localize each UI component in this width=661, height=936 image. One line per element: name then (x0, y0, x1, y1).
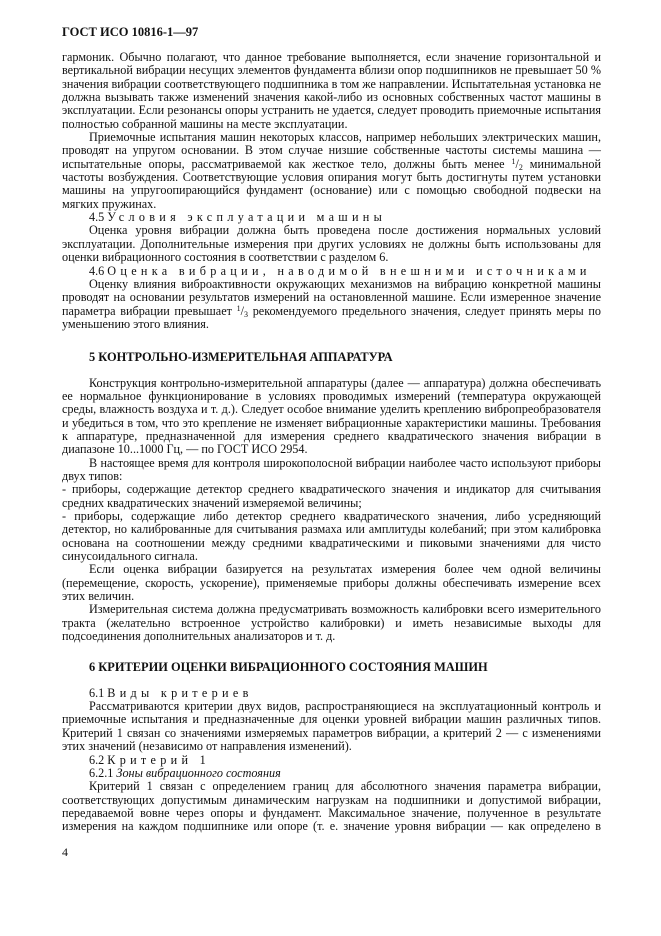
list-item: - приборы, содержащие детектор среднего квадратического значения и индикатор для считывания средних квадратических значений измеряемой величины; (62, 482, 601, 510)
fraction-denominator: 2 (518, 162, 523, 172)
page-body (62, 51, 601, 859)
paragraph: Измерительная система должна предусматривать возможность калибровки всего измерительного тракта (желательно встроенное устройство калибровки) и иметь независимые выходы для подсоединения дополнительных анализаторов и т. д. (62, 602, 601, 644)
paragraph: гармоник. Обычно полагают, что данное требование выполняется, если значение горизонтальной и вертикальной вибрации несущих элементов фундамента вблизи опор подшипников не превышает 50 % значения вибрации соответствующего подшипника в том же направлении. Испытательная установка не должна вызывать также изменений значения какой-либо из основных собственных частот машины в эксплуатации. Если резонансы опоры устранить не удается, следует проводить приемочные испытания полностью собранной машины на месте эксплуатации. (62, 50, 601, 131)
subsection-heading (62, 767, 601, 780)
subsection-title: Зоны вибрационного состояния (116, 765, 281, 780)
subsection-number: 4.5 (89, 210, 105, 225)
paragraph: Конструкция контрольно-измерительной аппаратуры (далее — аппаратура) должна обеспечивать ее нормальное функционирование в условиях проводимых измерений (температура окружающей среды, влажность воздуха и т. д.). Следует особое внимание уделить креплению вибропреобразователя и убедиться в том, что это крепление не изменяет вибрационные характеристики машины. Требования к аппаратуре, предназначенной для измерения среднего квадратического значения вибрации в диапазоне 10...1000 Гц, — по ГОСТ ИСО 2954. (62, 375, 601, 457)
list-item: - приборы, содержащие либо детектор среднего квадратического значения, либо усредняющий детектор, но калиброванные для считывания размаха или амплитуды колебаний; при этом калибровка основана на соотношении между средними квадратическими и пиковыми значениями для чисто синусоидального сигнала. (62, 509, 601, 564)
subsection-title: Оценка вибрации, наводимой внешними источниками (107, 263, 591, 278)
subsection-number: 6.2.1 (89, 765, 114, 780)
paragraph: Оценка уровня вибрации должна быть проведена после достижения нормальных условий эксплуатации. Дополнительные измерения при других условиях не должны быть использованы для оценки вибрационного состояния в соответствии с разделом 6. (62, 223, 601, 265)
page-number: 4 (62, 844, 68, 859)
subsection-number: 6.1 (89, 685, 105, 700)
subsection-heading (62, 754, 601, 767)
fraction-numerator: 1 (236, 303, 241, 313)
subsection-number: 4.6 (89, 263, 105, 278)
paragraph: Рассматриваются критерии двух видов, распространяющиеся на эксплуатационный контроль и приемочные испытания и предназначенные для оценки уровней вибрации машин различных типов. Критерий 1 связан со значениями измеряемых параметров вибрации, а критерий 2 — с изменениями этих значений (независимо от направления изменений). (62, 699, 601, 754)
section-heading: 5 КОНТРОЛЬНО-ИЗМЕРИТЕЛЬНАЯ АППАРАТУРА (89, 350, 393, 365)
document-header: ГОСТ ИСО 10816-1—97 (62, 25, 199, 39)
text: Приемочные испытания машин некоторых классов, например небольших электрических машин, проводят на упругом основании. В этом случае низшие собственные частоты системы машина — испытательные опоры, рассматриваемой как жесткое тело, должны быть менее (62, 130, 601, 171)
text: Оценку влияния виброактивности окружающих механизмов на вибрацию конкретной машины проводят на основании результатов измерений на остановленной машине. Если измеренное значение параметра вибрации превышает (62, 276, 601, 318)
subsection-heading (62, 265, 601, 278)
paragraph: В настоящее время для контроля широкополосной вибрации наиболее часто используют приборы двух типов: (62, 455, 601, 483)
text: рекомендуемого предельного значения, следует принять меры по уменьшению этого влияния. (62, 303, 601, 331)
text: минимальной частоты возбуждения. Соответствующие условия опирания могут быть достигнуты путем установки машины на упругоопирающийся фундамент (основание) или с помощью свободной подвески на мягких пружинах. (62, 156, 601, 211)
subsection-heading (62, 687, 601, 700)
subsection-heading (62, 211, 601, 224)
subsection-title: Условия эксплуатации машины (107, 210, 387, 225)
paragraph: Если оценка вибрации базируется на результатах измерения более чем одной величины (перемещение, скорость, ускорение), применяемые приборы должны обеспечивать измерение всех этих величин. (62, 562, 601, 604)
section-heading: 6 КРИТЕРИИ ОЦЕНКИ ВИБРАЦИОННОГО СОСТОЯНИЯ МАШИН (89, 660, 488, 675)
paragraph: Оценку влияния виброактивности окружающих механизмов на вибрацию конкретной машины проводят на основании результатов измерений на остановленной машине. Если измеренное значение параметра вибрации превышает $^1$/3 рекомендуемого предельного значения, следует принять меры по уменьшению этого влияния. (62, 276, 601, 331)
subsection-title: Критерий 1 (107, 752, 211, 767)
paragraph: Приемочные испытания машин некоторых классов, например небольших электрических машин, проводят на упругом основании. В этом случае низшие собственные частоты системы машина — испытательные опоры, рассматриваемой как жесткое тело, должны быть менее $^1$/2 минимальной частоты возбуждения. Соответствующие условия опирания могут быть достигнуты путем установки машины на упругоопирающийся фундамент (основание) или с помощью свободной подвески на мягких пружинах. (62, 130, 601, 211)
fraction-numerator: 1 (511, 156, 516, 166)
paragraph: Критерий 1 связан с определением границ для абсолютного значения параметра вибрации, соответствующих допустимым динамическим нагрузкам на подшипники и допустимой вибрации, передаваемой вовне через опоры и фундамент. Максимальное значение, полученное в результате измерения на каждом подшипнике или опоре (т. е. значение уровня вибрации — как определено в (62, 779, 601, 834)
subsection-title: Виды критериев (107, 685, 253, 700)
fraction-denominator: 3 (244, 309, 249, 319)
subsection-number: 6.2 (89, 752, 105, 767)
